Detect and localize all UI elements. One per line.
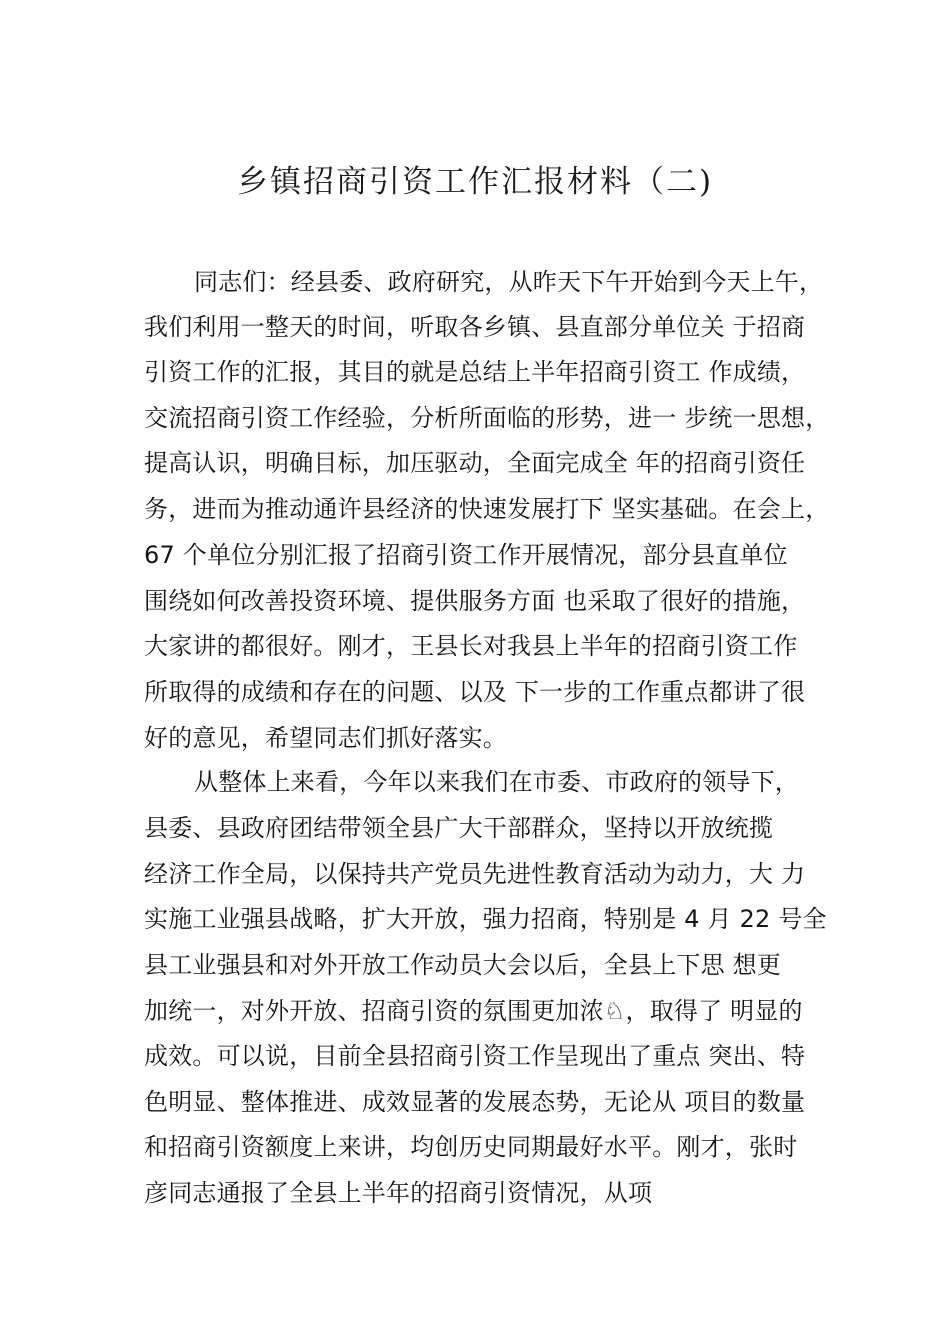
paragraph-1-line-1: 同志们：经县委、政府研究，从昨天下午开始到今天上午， [194,268,824,296]
paragraph-2-line-3: 经济工作全局，以保持共产党员先进性教育活动为动力，大 力 [144,860,806,888]
paragraph-2-line-7: 成效。可以说，目前全县招商引资工作呈现出了重点 突出、特 [144,1042,806,1070]
paragraph-2-line-10: 彦同志通报了全县上半年的招商引资情况，从项 [144,1179,653,1207]
paragraph-2-line-8: 色明显、整体推进、成效显著的发展态势，无论从 项目的数量 [144,1088,806,1116]
paragraph-1-line-10: 所取得的成绩和存在的问题、以及 下一步的工作重点都讲了很 [144,678,806,706]
paragraph-2-line-6: 加统一，对外开放、招商引资的氛围更加浓♘，取得了 明显的 [144,997,803,1025]
paragraph-2-line-5: 县工业强县和对外开放工作动员大会以后，全县上下思 想更 [144,951,782,979]
paragraph-2-line-4: 实施工业强县战略，扩大开放，强力招商，特别是 4 月 22 号全 [144,905,827,933]
paragraph-1-line-5: 提高认识，明确目标，加压驱动，全面完成全 年的招商引资任 [144,449,806,477]
paragraph-2-line-2: 县委、县政府团结带领全县广大干部群众，坚持以开放统揽 [144,814,774,842]
paragraph-1-line-3: 引资工作的汇报，其目的就是总结上半年招商引资工 作成绩， [144,358,806,386]
paragraph-2-line-1: 从整体上来看，今年以来我们在市委、市政府的领导下， [194,768,799,796]
paragraph-1-line-2: 我们利用一整天的时间，听取各乡镇、县直部分单位关 于招商 [144,313,806,341]
paragraph-1-line-6: 务，进而为推动通许县经济的快速发展打下 坚实基础。在会上， [144,495,830,523]
paragraph-1-line-7: 67 个单位分别汇报了招商引资工作开展情况，部分县直单位 [144,541,788,569]
paragraph-1-line-11: 好的意见，希望同志们抓好落实。 [144,724,507,752]
paragraph-1-line-4: 交流招商引资工作经验，分析所面临的形势，进一 步统一思想， [144,404,830,432]
paragraph-2-line-9: 和招商引资额度上来讲，均创历史同期最好水平。刚才，张时 [144,1133,798,1161]
paragraph-1-line-9: 大家讲的都很好。刚才，王县长对我县上半年的招商引资工作 [144,632,798,660]
document-title: 乡镇招商引资工作汇报材料（二) [236,164,714,200]
paragraph-1-line-8: 围绕如何改善投资环境、提供服务方面 也采取了很好的措施， [144,587,806,615]
